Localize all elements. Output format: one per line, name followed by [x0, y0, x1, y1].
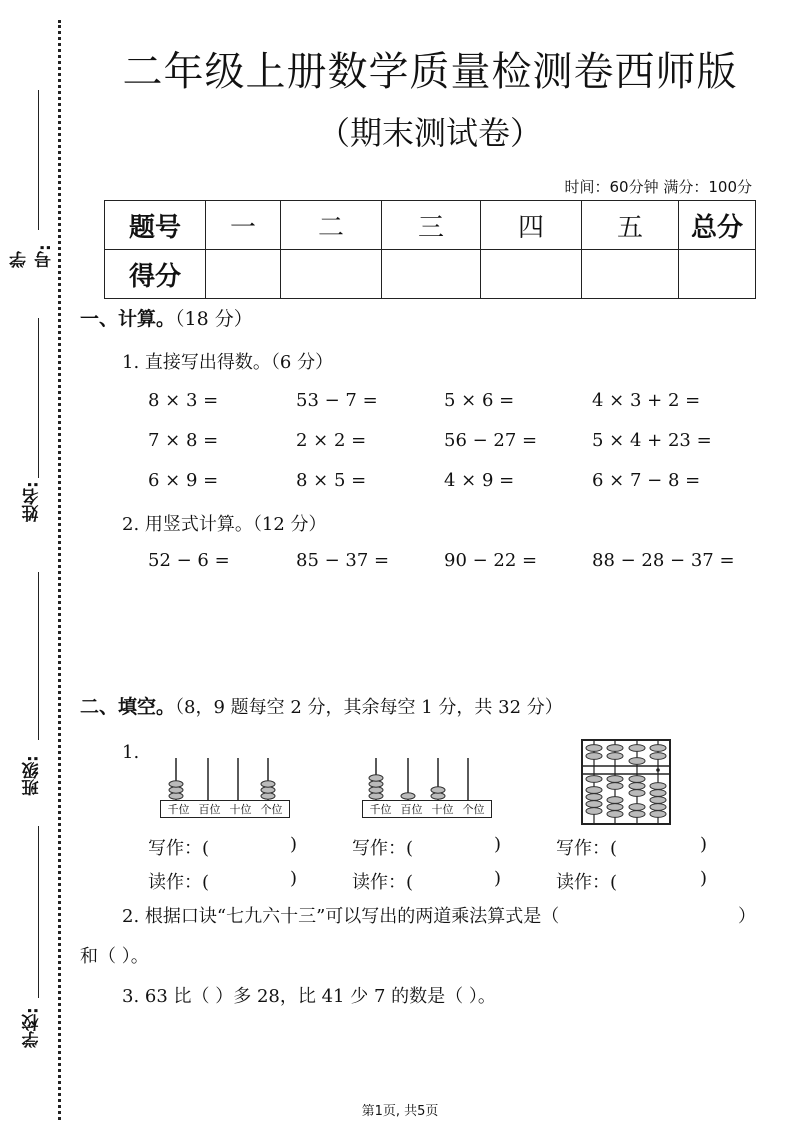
place-label: 十位 [229, 803, 252, 816]
bead [607, 811, 623, 818]
bead [369, 787, 383, 793]
score-cell[interactable] [582, 250, 679, 299]
score-table-score-row [105, 250, 756, 299]
bead [586, 753, 602, 760]
bead [369, 793, 383, 799]
student-id-underline [38, 90, 39, 230]
suanpan-abacus [580, 738, 672, 826]
section1-q1-label: 1. 直接写出得数。（6 分） [122, 352, 334, 373]
place-label: 千位 [167, 803, 190, 816]
bead [261, 781, 275, 787]
name-underline [38, 318, 39, 478]
bead [607, 797, 623, 804]
calc-expression: 6 × 7 − 8 = [592, 470, 701, 491]
place-label: 十位 [431, 803, 454, 816]
bead [401, 793, 415, 799]
bead [650, 783, 666, 790]
bead [169, 781, 183, 787]
bead [586, 794, 602, 801]
section2-q2-line2: 和（ ）。 [80, 946, 149, 967]
bead [261, 787, 275, 793]
bead [607, 745, 623, 752]
score-table [104, 200, 756, 299]
bead [629, 790, 645, 797]
calc-expression: 4 × 9 = [444, 470, 515, 491]
student-id-label: 学号: [10, 244, 55, 268]
score-header-cell: 五 [582, 201, 679, 250]
time-info: 时间：60分钟 满分：100分 [564, 178, 752, 196]
class-underline [38, 572, 39, 740]
section2-title: 二、填空。 [80, 696, 176, 718]
vertical-calc-expression: 85 − 37 = [296, 550, 390, 571]
bead [607, 783, 623, 790]
place-label: 个位 [462, 803, 485, 816]
bead [169, 787, 183, 793]
counting-frame-2-labels [362, 800, 492, 818]
page-title: 二年级上册数学质量检测卷西师版 [122, 49, 738, 95]
page-subtitle: （期末测试卷） [317, 114, 542, 152]
close-paren: ) [494, 834, 502, 855]
close-paren: ) [290, 834, 298, 855]
bead [369, 775, 383, 781]
bead [586, 787, 602, 794]
score-cell[interactable] [679, 250, 756, 299]
bead [431, 787, 445, 793]
bead [629, 776, 645, 783]
bead [169, 793, 183, 799]
calc-expression: 8 × 5 = [296, 470, 367, 491]
bead [629, 804, 645, 811]
bead [629, 811, 645, 818]
place-label: 千位 [369, 803, 392, 816]
bead [629, 745, 645, 752]
close-paren: ) [290, 868, 298, 889]
write-as-label: 写作：( [352, 838, 414, 859]
calc-expression: 5 × 4 + 23 = [592, 430, 712, 451]
bead [369, 781, 383, 787]
section2-points: （8，9 题每空 2 分，其余每空 1 分，共 32 分） [175, 697, 563, 718]
close-paren: ) [494, 868, 502, 889]
bead [607, 776, 623, 783]
name-label: 姓名: [22, 481, 43, 522]
binding-dotted-line [58, 20, 61, 1120]
bead [607, 804, 623, 811]
section2-heading [80, 692, 563, 719]
read-as-label: 读作：( [556, 872, 618, 893]
section2-q3: 3. 63 比（ ）多 28，比 41 少 7 的数是（ ）。 [122, 986, 496, 1007]
place-label: 百位 [400, 803, 423, 816]
calc-expression: 2 × 2 = [296, 430, 367, 451]
bead [650, 745, 666, 752]
bead [629, 783, 645, 790]
score-header-cell: 二 [281, 201, 382, 250]
score-header-cell: 三 [382, 201, 481, 250]
place-label: 个位 [260, 803, 283, 816]
calc-expression: 56 − 27 = [444, 430, 538, 451]
bead [650, 797, 666, 804]
section2-q2-line1: 2. 根据口诀“七九六十三”可以写出的两道乘法算式是（ [122, 906, 560, 927]
section2-q2-line1-end: ） [738, 906, 756, 927]
section1-q2-label: 2. 用竖式计算。（12 分） [122, 514, 327, 535]
close-paren: ) [700, 834, 708, 855]
bead [650, 790, 666, 797]
calc-expression: 4 × 3 + 2 = [592, 390, 701, 411]
counting-frame-1-labels [160, 800, 290, 818]
score-table-header-row [105, 201, 756, 250]
calc-expression: 53 − 7 = [296, 390, 378, 411]
calc-expression: 8 × 3 = [148, 390, 219, 411]
class-label: 班级: [22, 755, 43, 796]
vertical-calc-expression: 88 − 28 − 37 = [592, 550, 735, 571]
score-header-cell: 四 [481, 201, 582, 250]
bead [650, 753, 666, 760]
bead [650, 811, 666, 818]
bead [586, 745, 602, 752]
bead [431, 793, 445, 799]
section1-points: （18 分） [175, 308, 253, 330]
score-header-cell: 总分 [679, 201, 756, 250]
read-as-label: 读作：( [148, 872, 210, 893]
close-paren: ) [700, 868, 708, 889]
place-label: 百位 [198, 803, 221, 816]
bead [650, 804, 666, 811]
section1-heading [80, 304, 253, 331]
score-header-cell: 题号 [105, 201, 206, 250]
bead [607, 753, 623, 760]
calc-expression: 5 × 6 = [444, 390, 515, 411]
bead [586, 776, 602, 783]
score-row-label: 得分 [105, 250, 206, 299]
unit-marker [656, 768, 660, 772]
bead [629, 758, 645, 765]
bead [586, 801, 602, 808]
score-cell[interactable] [382, 250, 481, 299]
score-header-cell: 一 [206, 201, 281, 250]
section2-q1-number: 1. [122, 742, 140, 763]
score-cell[interactable] [481, 250, 582, 299]
write-as-label: 写作：( [148, 838, 210, 859]
bead [261, 793, 275, 799]
calc-expression: 7 × 8 = [148, 430, 219, 451]
calc-expression: 6 × 9 = [148, 470, 219, 491]
read-as-label: 读作：( [352, 872, 414, 893]
page-footer: 第1页, 共5页 [361, 1104, 439, 1119]
bead [586, 808, 602, 815]
write-as-label: 写作：( [556, 838, 618, 859]
score-cell[interactable] [281, 250, 382, 299]
vertical-calc-expression: 52 − 6 = [148, 550, 230, 571]
school-underline [38, 826, 39, 998]
score-cell[interactable] [206, 250, 281, 299]
section1-title: 一、计算。 [80, 308, 176, 330]
vertical-calc-expression: 90 − 22 = [444, 550, 538, 571]
school-label: 学校: [22, 1007, 43, 1048]
